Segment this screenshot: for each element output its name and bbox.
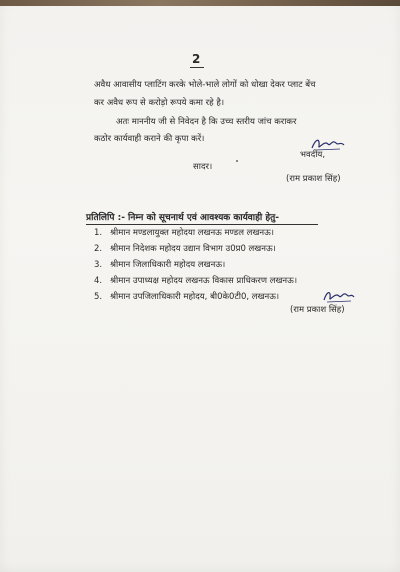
copy-heading-underline: [86, 224, 318, 225]
list-item: 1. श्रीमान मण्डलायुक्त महोदया लखनऊ मण्डल लखनऊ।: [94, 228, 275, 238]
body-line-3: अतः माननीय जी से निवेदन है कि उच्च स्तरीय जांच कराकर: [116, 117, 297, 127]
closing-sadar: सादर।: [193, 162, 213, 172]
copy-list: [94, 228, 297, 308]
ink-dot: [236, 160, 238, 162]
list-item: 2. श्रीमान निदेशक महोदय उद्यान विभाग उ0प्र0 लखनऊ।: [94, 244, 276, 254]
copy-heading: प्रतिलिपि :- निम्न को सूचनार्थ एवं आवश्यक कार्यवाही हेतु-: [86, 213, 280, 223]
scan-edge: [0, 0, 400, 6]
body-line-2: कर अवैध रूप से करोड़ो रूपये कमा रहे है।: [94, 98, 225, 108]
signatory-name: (राम प्रकाश सिंह): [286, 174, 341, 184]
closing-bhavdiy: भवदीय,: [300, 150, 326, 160]
body-line-4: कठोर कार्यवाही कराने की कृपा करें।: [94, 134, 205, 144]
list-item: 4. श्रीमान उपाध्यक्ष महोदय लखनऊ विकास प्राधिकरण लखनऊ।: [94, 276, 298, 286]
page-number: 2: [192, 52, 201, 66]
signature-2: [322, 288, 356, 304]
body-line-1: अवैध आवासीय प्लाटिंग करके भोले-भाले लोगों को धोखा देकर प्लाट बेंच: [94, 80, 316, 90]
list-item: 5. श्रीमान उपजिलाधिकारी महोदय, बी0के0टी0, लखनऊ।: [94, 292, 280, 302]
page-number-underline: [190, 67, 204, 68]
list-item: 3. श्रीमान जिलाधिकारी महोदय लखनऊ।: [94, 260, 226, 270]
copy-signatory-name: (राम प्रकाश सिंह): [290, 305, 345, 315]
